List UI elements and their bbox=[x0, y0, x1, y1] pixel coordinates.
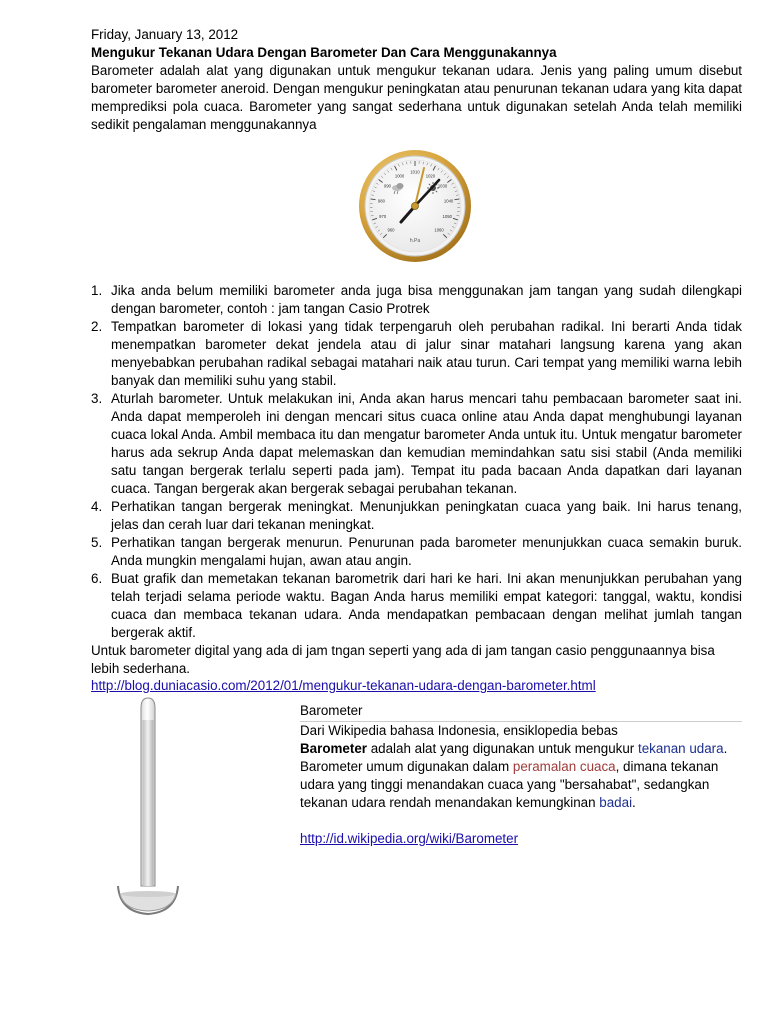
wiki-subtitle: Dari Wikipedia bahasa Indonesia, ensiklopedia bebas bbox=[300, 723, 618, 738]
wiki-text: . Barometer umum digunakan dalam bbox=[300, 741, 728, 774]
steps-list bbox=[91, 282, 742, 642]
post-date: Friday, January 13, 2012 bbox=[91, 27, 239, 42]
list-item-text: Jika anda belum memiliki barometer anda juga bisa menggunakan jam tangan yang sudah dilengkapi dengan barometer, contoh : jam tangan Casio Protrek bbox=[111, 283, 742, 316]
list-item bbox=[91, 498, 742, 534]
link-peramalan-cuaca[interactable]: peramalan cuaca bbox=[512, 759, 616, 774]
intro-paragraph: Barometer adalah alat yang digunakan untuk mengukur tekanan udara. Jenis yang paling umum disebut barometer barometer aneroid. Dengan mengukur peningkatan atau penurunan tekanan udara yang kita dapat memprediksi pola cuaca. Barometer yang sangat sederhana untuk digunakan setelah Anda telah memiliki sedikit pengalaman menggunakannya bbox=[91, 63, 742, 132]
source-link[interactable]: http://blog.duniacasio.com/2012/01/mengukur-tekanan-udara-dengan-barometer.html bbox=[91, 678, 596, 693]
wiki-title: Barometer bbox=[300, 702, 742, 722]
list-item-number: 2. bbox=[91, 319, 103, 334]
list-item-text: Aturlah barometer. Untuk melakukan ini, Anda akan harus mencari tahu pembacaan barometer saat ini. Anda dapat memperoleh ini dengan mencari situs cuaca online atau Anda dapat menghubungi layanan cuaca lokal Anda. Ambil membaca itu dan mengatur barometer Anda untuk itu. Untuk mengatur barometer harus ada sekrup Anda dapat melemaskan dan kemudian memindahkan satu sisi stabil (Anda memiliki satu tangan bergerak terlalu seperti pada jam). Tempat itu pada bacaan Anda dapatkan dari layanan cuaca. Tangan bergerak akan bergerak sebagai perubahan tekanan. bbox=[111, 391, 742, 496]
list-item bbox=[91, 390, 742, 498]
gauge-scale-label: 1030 bbox=[437, 183, 448, 189]
wiki-text: , dimana tekanan udara yang tinggi menandakan cuaca yang "bersahabat", sedangkan tekanan udara rendah menandakan kemungkinan bbox=[300, 759, 719, 810]
list-item-number: 1. bbox=[91, 283, 103, 298]
wiki-text: . bbox=[632, 795, 636, 810]
list-item bbox=[91, 282, 742, 318]
outro-paragraph: Untuk barometer digital yang ada di jam tngan seperti yang ada di jam tangan casio penggunaannya bisa lebih sederhana. bbox=[91, 643, 715, 676]
gauge-scale-label: 1050 bbox=[442, 214, 452, 220]
gauge-scale-label: 1060 bbox=[434, 227, 444, 233]
gauge-scale-label: 990 bbox=[383, 183, 391, 189]
gauge-unit-label: h.Pa bbox=[409, 238, 421, 244]
list-item-text: Buat grafik dan memetakan tekanan barometrik dari hari ke hari. Ini akan menunjukkan perubahan yang telah terjadi selama periode waktu. Bagan Anda harus memiliki empat kategori: tanggal, waktu, kondisi cuaca dan membaca tekanan udara. Anda mendapatkan pembacaan dengan melihat jumlah tangan bergerak aktif. bbox=[111, 571, 742, 640]
link-badai[interactable]: badai bbox=[599, 795, 633, 810]
gauge-scale-label: 1040 bbox=[443, 198, 454, 204]
list-item bbox=[91, 570, 742, 642]
mercury-barometer-tube-image bbox=[110, 690, 190, 920]
wikipedia-excerpt bbox=[300, 702, 742, 848]
gauge-scale-label: 1000 bbox=[394, 173, 405, 179]
document-page bbox=[91, 26, 742, 693]
gauge-scale-label: 970 bbox=[379, 214, 387, 220]
list-item-number: 6. bbox=[91, 571, 103, 586]
wiki-text: adalah alat yang digunakan untuk mengukur bbox=[366, 741, 638, 756]
wiki-bold-term: Barometer bbox=[300, 741, 367, 756]
wikipedia-link[interactable]: http://id.wikipedia.org/wiki/Barometer bbox=[300, 831, 519, 846]
gauge-scale-label: 1010 bbox=[410, 169, 420, 175]
post-title: Mengukur Tekanan Udara Dengan Barometer Dan Cara Menggunakannya bbox=[91, 45, 557, 60]
list-item-number: 5. bbox=[91, 535, 103, 550]
list-item-text: Perhatikan tangan bergerak menurun. Penurunan pada barometer menunjukkan cuaca semakin buruk. Anda mungkin mengalami hujan, awan atau angin. bbox=[111, 535, 742, 568]
gauge-scale-label: 960 bbox=[387, 227, 395, 233]
list-item-text: Perhatikan tangan bergerak meningkat. Menunjukkan peningkatan cuaca yang baik. Ini harus tenang, jelas dan cerah luar dari tekanan meningkat. bbox=[111, 499, 742, 532]
wiki-paragraph bbox=[300, 740, 742, 812]
list-item-number: 3. bbox=[91, 391, 103, 406]
barometer-gauge-image bbox=[359, 140, 471, 272]
gauge-scale-label: 1020 bbox=[425, 173, 436, 179]
lower-section bbox=[0, 690, 768, 930]
list-item-number: 4. bbox=[91, 499, 103, 514]
gauge-hub bbox=[412, 203, 419, 210]
barometer-image-container bbox=[91, 140, 742, 274]
list-item bbox=[91, 318, 742, 390]
link-tekanan-udara[interactable]: tekanan udara bbox=[637, 741, 724, 756]
list-item-text: Tempatkan barometer di lokasi yang tidak terpengaruh oleh perubahan radikal. Ini berarti Anda tidak menempatkan barometer dekat jendela atau di jalur sinar matahari langsung karena yang akan menyebabkan perubahan radikal sebagai matahari naik atau turun. Cari tempat yang memiliki warna lebih banyak dan memiliki suhu yang stabil. bbox=[111, 319, 742, 388]
list-item bbox=[91, 534, 742, 570]
gauge-scale-label: 980 bbox=[377, 198, 385, 204]
